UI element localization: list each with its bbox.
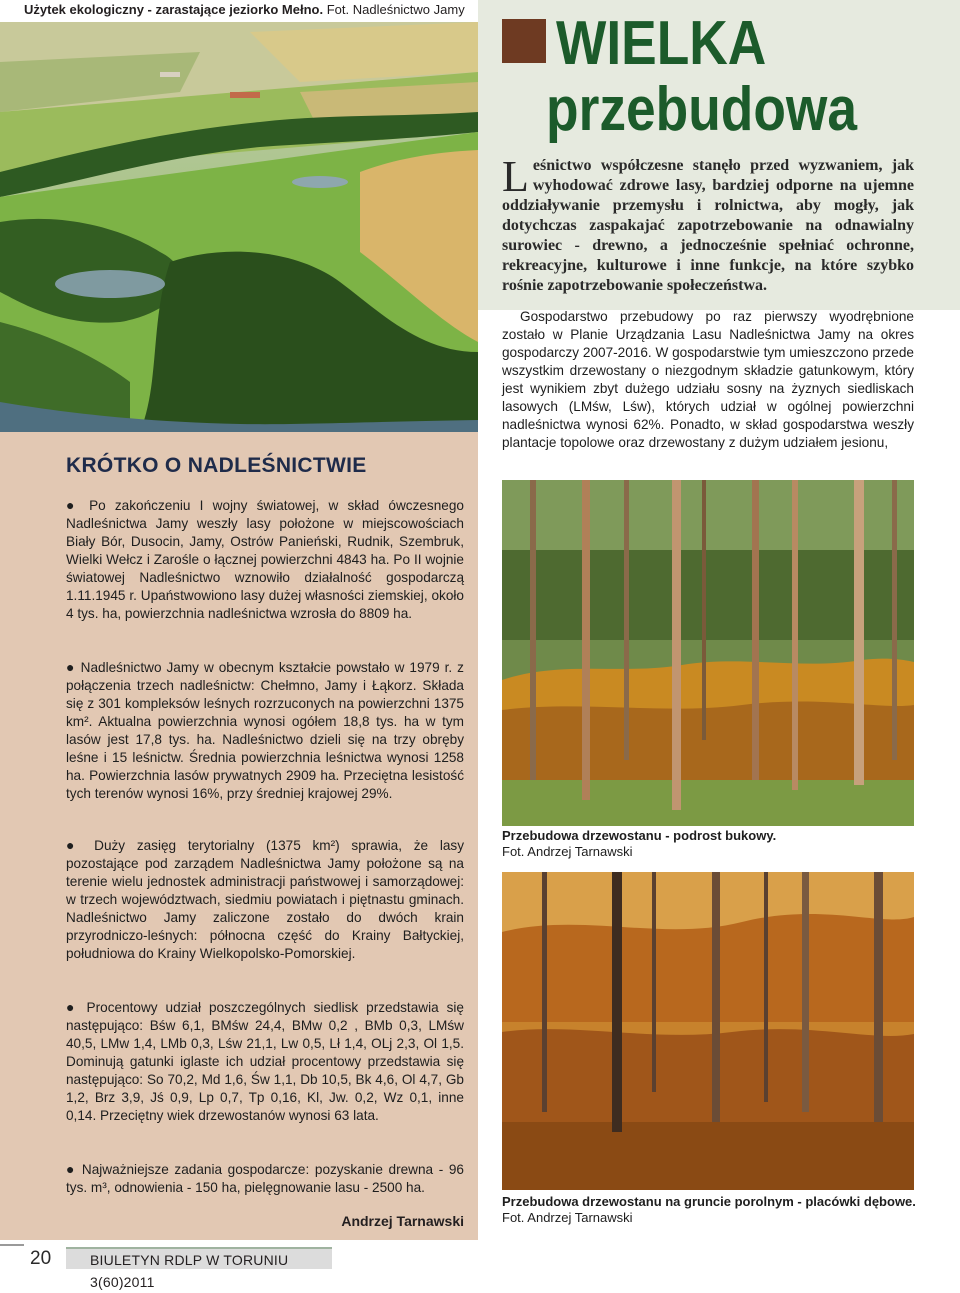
photo-caption-top [24, 2, 465, 18]
photo1-caption [502, 828, 922, 860]
body-text: Gospodarstwo przebudowy po raz pierwszy wyodrębnione zostało w Planie Urządzania Lasu Nadleśnictwa Jamy na okres gospodarczy 2007-2016. W gospodarstwie tym umieszczono przede wszystkim drzewostany o niezgodnym składzie gatunkowym, który jest wynikiem zbyt dużego udziału sosny na żyznych siedliskach lasowych (LMśw, Lśw), których udział w ogólnej powierzchni nadleśnictwa wynosi 62%. Ponadto, w skład gospodarstwa weszły plantacje topolowe oraz drzewostany z dużym udziałem jesionu, [502, 309, 914, 450]
publication-label: BIULETYN RDLP W TORUNIU 3(60)2011 [66, 1247, 332, 1269]
forest-photo-beech-undergrowth [502, 480, 914, 826]
bullet-icon: ● [66, 999, 79, 1015]
info-paragraph-5 [66, 1160, 464, 1197]
info-paragraph-text: Najważniejsze zadania gospodarcze: pozyskanie drewna - 96 tys. m³, odnowienia - 150 ha, pielęgnowanie lasu - 2500 ha. [66, 1162, 464, 1195]
info-paragraph-text: Po zakończeniu I wojny światowej, w skład ówczesnego Nadleśnictwa Jamy weszły lasy położone w miejscowościach Biały Bór, Dusocin, Jamy, Ostrów Panieński, Rudnik, Szembruk, Wielki Wełcz i Zarośle o łącznej powierzchni 4843 ha. Po II wojnie światowej Nadleśnictwo wznowiło działalność gospodarczą 1.11.1945 r. Upaństwowiono lasy dużej własności ziemskiej, około 4 tys. ha, powierzchnia nadleśnictwa wzrosła do 8809 ha. [66, 498, 464, 621]
info-paragraph-text: Procentowy udział poszczególnych siedlisk przedstawia się następująco: Bśw 6,1, BMśw 24,4, BMw 0,2 , BMb 0,3, LMśw 40,5, LMw 1,4, LMb 0,3, Lśw 21,1, Lw 0,5, Lł 1,4, OLj 2,3, Ol 1,5. Dominują gatunki iglaste ich udział procentowy przedstawia się następująco: So 70,2, Md 1,6, Św 1,1, Db 10,5, Bk 4,6, Ol 4,7, Gb 1,2, Brz 3,9, Jś 0,9, Lp 0,7, Tp 0,16, Kl, Jw. 0,2, Wz 0,1, inne 0,14. Przeciętny wiek drzewostanów wynosi 63 lata. [66, 1000, 464, 1123]
info-paragraph-text: Nadleśnictwo Jamy w obecnym kształcie powstało w 1979 r. z połączenia trzech nadleśnictw: Chełmno, Jamy i Łąkorz. Składa się z 301 kompleksów leśnych rozrzuconych na powierzchni 1375 km². Aktualna powierzchnia wynosi ogółem 18,8 tys. ha w tym lasów jest 17,8 tys. ha. Nadleśnictwo dzieli się na trzy obręby leśne i 15 leśnictw. Średnia powierzchnia leśnictwa wynosi 1258 ha. Powierzchnia lasów prywatnych 2909 ha. Przeciętna lesistość tych terenów wynosi 16%, przy średniej krajowej 29%. [66, 660, 464, 801]
lead-text: eśnictwo współczesne stanęło przed wyzwaniem, jak wyhodować zdrowe lasy, bardziej odporne na ujemne oddziaływanie przemysłu i rolnictwa, aby mogły, jak dotychczas zaspakajać zapotrzebowanie na odnawialny surowiec - drewno, a jednocześnie spełniać ochronne, rekreacyjne, kulturowe i inne funkcje, na które szybko rośnie zapotrzebowanie społeczeństwa. [502, 157, 914, 294]
article-title-line2: przebudowa [546, 75, 858, 144]
bullet-icon: ● [66, 659, 76, 675]
drop-cap: L [502, 152, 529, 201]
info-paragraph-4 [66, 998, 464, 1125]
bullet-icon: ● [66, 837, 83, 853]
photo2-caption-title: Przebudowa drzewostanu na gruncie porolnym - placówki dębowe. [502, 1194, 916, 1209]
info-paragraph-3 [66, 836, 464, 963]
title-square-decoration [502, 19, 546, 63]
aerial-landscape-photo [0, 22, 478, 432]
article-title-line1: WIELKA [556, 9, 767, 78]
photo1-caption-title: Przebudowa drzewostanu - podrost bukowy. [502, 828, 777, 843]
info-paragraph-text: Duży zasięg terytorialny (1375 km²) sprawia, że lasy pozostające pod zarządem Nadleśnictwa Jamy położone są na terenie wielu jednostek administracji państwowej i samorządowej: w trzech województwach, siedmiu powiatach i piętnastu gminach. Nadleśnictwo Jamy zaliczone zostało do dwóch krain przyrodniczo-leśnych: północna część do Krainy Bałtyckiej, południowa do Krainy Wielkopolsko-Pomorskiej. [66, 838, 464, 961]
page-number: 20 [30, 1248, 52, 1269]
info-paragraph-1 [66, 496, 464, 623]
photo2-caption [502, 1194, 922, 1226]
info-box-title: KRÓTKO O NADLEŚNICTWIE [66, 454, 367, 477]
forest-photo-oak-plantation [502, 872, 914, 1190]
caption-credit: Fot. Nadleśnictwo Jamy [323, 2, 465, 17]
body-paragraph [502, 308, 914, 452]
photo1-caption-credit: Fot. Andrzej Tarnawski [502, 844, 633, 859]
photo2-caption-credit: Fot. Andrzej Tarnawski [502, 1210, 633, 1225]
lead-paragraph [502, 152, 914, 296]
author-signature: Andrzej Tarnawski [341, 1213, 464, 1229]
bullet-icon: ● [66, 1161, 77, 1177]
caption-bold: Użytek ekologiczny - zarastające jeziorko Mełno. [24, 2, 324, 17]
footer-rule [0, 1244, 24, 1246]
info-paragraph-2 [66, 658, 464, 803]
bullet-icon: ● [66, 497, 80, 513]
